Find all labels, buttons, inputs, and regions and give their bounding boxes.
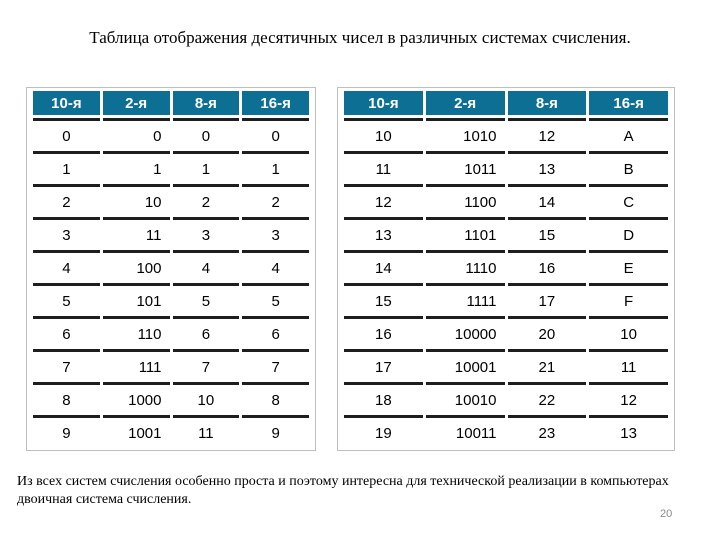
table-row [344,184,668,217]
cell-oct: 21 [508,349,587,382]
table-row [33,151,309,184]
cell-dec: 16 [344,316,423,349]
cell-dec: 6 [33,316,100,349]
cell-oct: 3 [173,217,240,250]
cell-oct: 14 [508,184,587,217]
cell-oct: 12 [508,118,587,151]
cell-oct: 23 [508,415,587,448]
column-header-bin: 2-я [103,91,170,118]
table-row [344,118,668,151]
table-0-9 [30,91,312,448]
cell-bin: 111 [103,349,170,382]
cell-oct: 0 [173,118,240,151]
cell-dec: 7 [33,349,100,382]
cell-oct: 4 [173,250,240,283]
slide-title: Таблица отображения десятичных чисел в различных системах счисления. [89,28,631,47]
table-row [344,283,668,316]
cell-dec: 13 [344,217,423,250]
table-row [33,184,309,217]
cell-dec: 11 [344,151,423,184]
cell-oct: 1 [173,151,240,184]
cell-dec: 8 [33,382,100,415]
cell-hex: 7 [242,349,309,382]
cell-oct: 11 [173,415,240,448]
column-header-bin: 2-я [426,91,505,118]
cell-bin: 11 [103,217,170,250]
cell-bin: 1001 [103,415,170,448]
table-row [344,415,668,448]
cell-oct: 2 [173,184,240,217]
cell-dec: 15 [344,283,423,316]
cell-bin: 100 [103,250,170,283]
cell-bin: 110 [103,316,170,349]
table-row [344,217,668,250]
number-table-left [26,87,316,451]
cell-dec: 12 [344,184,423,217]
cell-bin: 10 [103,184,170,217]
cell-dec: 19 [344,415,423,448]
table-row [344,316,668,349]
cell-hex: F [589,283,668,316]
table-row [33,217,309,250]
cell-hex: A [589,118,668,151]
cell-hex: 8 [242,382,309,415]
cell-bin: 1000 [103,382,170,415]
cell-dec: 1 [33,151,100,184]
caption-text: Из всех систем счисления особенно проста и поэтому интересна для технической реализации в компьютерах двоичная система счисления. [17,474,669,507]
cell-oct: 5 [173,283,240,316]
column-header-hex: 16-я [589,91,668,118]
cell-hex: 9 [242,415,309,448]
cell-bin: 1101 [426,217,505,250]
table-row [33,349,309,382]
cell-bin: 10011 [426,415,505,448]
table-10-19 [341,91,671,448]
table-row [344,382,668,415]
table-row [344,151,668,184]
cell-oct: 17 [508,283,587,316]
column-header-dec: 10-я [33,91,100,118]
cell-oct: 20 [508,316,587,349]
cell-oct: 15 [508,217,587,250]
cell-bin: 1011 [426,151,505,184]
cell-bin: 10010 [426,382,505,415]
cell-dec: 3 [33,217,100,250]
cell-dec: 14 [344,250,423,283]
cell-hex: B [589,151,668,184]
cell-bin: 1 [103,151,170,184]
cell-oct: 6 [173,316,240,349]
cell-bin: 10001 [426,349,505,382]
cell-bin: 1100 [426,184,505,217]
cell-dec: 18 [344,382,423,415]
cell-hex: 4 [242,250,309,283]
cell-hex: E [589,250,668,283]
cell-hex: 1 [242,151,309,184]
cell-oct: 13 [508,151,587,184]
table-row [33,382,309,415]
cell-hex: 11 [589,349,668,382]
table-row [33,118,309,151]
cell-hex: 2 [242,184,309,217]
cell-dec: 0 [33,118,100,151]
cell-dec: 17 [344,349,423,382]
cell-hex: 3 [242,217,309,250]
cell-dec: 9 [33,415,100,448]
cell-oct: 10 [173,382,240,415]
cell-oct: 7 [173,349,240,382]
cell-dec: 5 [33,283,100,316]
column-header-oct: 8-я [173,91,240,118]
table-row [344,349,668,382]
cell-hex: D [589,217,668,250]
column-header-dec: 10-я [344,91,423,118]
table-row [33,283,309,316]
cell-dec: 10 [344,118,423,151]
page-number: 20 [660,508,673,520]
cell-hex: 10 [589,316,668,349]
cell-hex: C [589,184,668,217]
table-row [344,250,668,283]
cell-bin: 1010 [426,118,505,151]
cell-oct: 16 [508,250,587,283]
table-row [33,415,309,448]
cell-oct: 22 [508,382,587,415]
cell-bin: 0 [103,118,170,151]
cell-hex: 6 [242,316,309,349]
cell-dec: 4 [33,250,100,283]
cell-bin: 1111 [426,283,505,316]
cell-hex: 0 [242,118,309,151]
cell-dec: 2 [33,184,100,217]
table-header-row [344,91,668,118]
cell-hex: 12 [589,382,668,415]
cell-bin: 10000 [426,316,505,349]
column-header-hex: 16-я [242,91,309,118]
cell-bin: 1110 [426,250,505,283]
cell-hex: 13 [589,415,668,448]
cell-hex: 5 [242,283,309,316]
table-row [33,316,309,349]
cell-bin: 101 [103,283,170,316]
column-header-oct: 8-я [508,91,587,118]
number-table-right [337,87,675,451]
table-header-row [33,91,309,118]
table-row [33,250,309,283]
